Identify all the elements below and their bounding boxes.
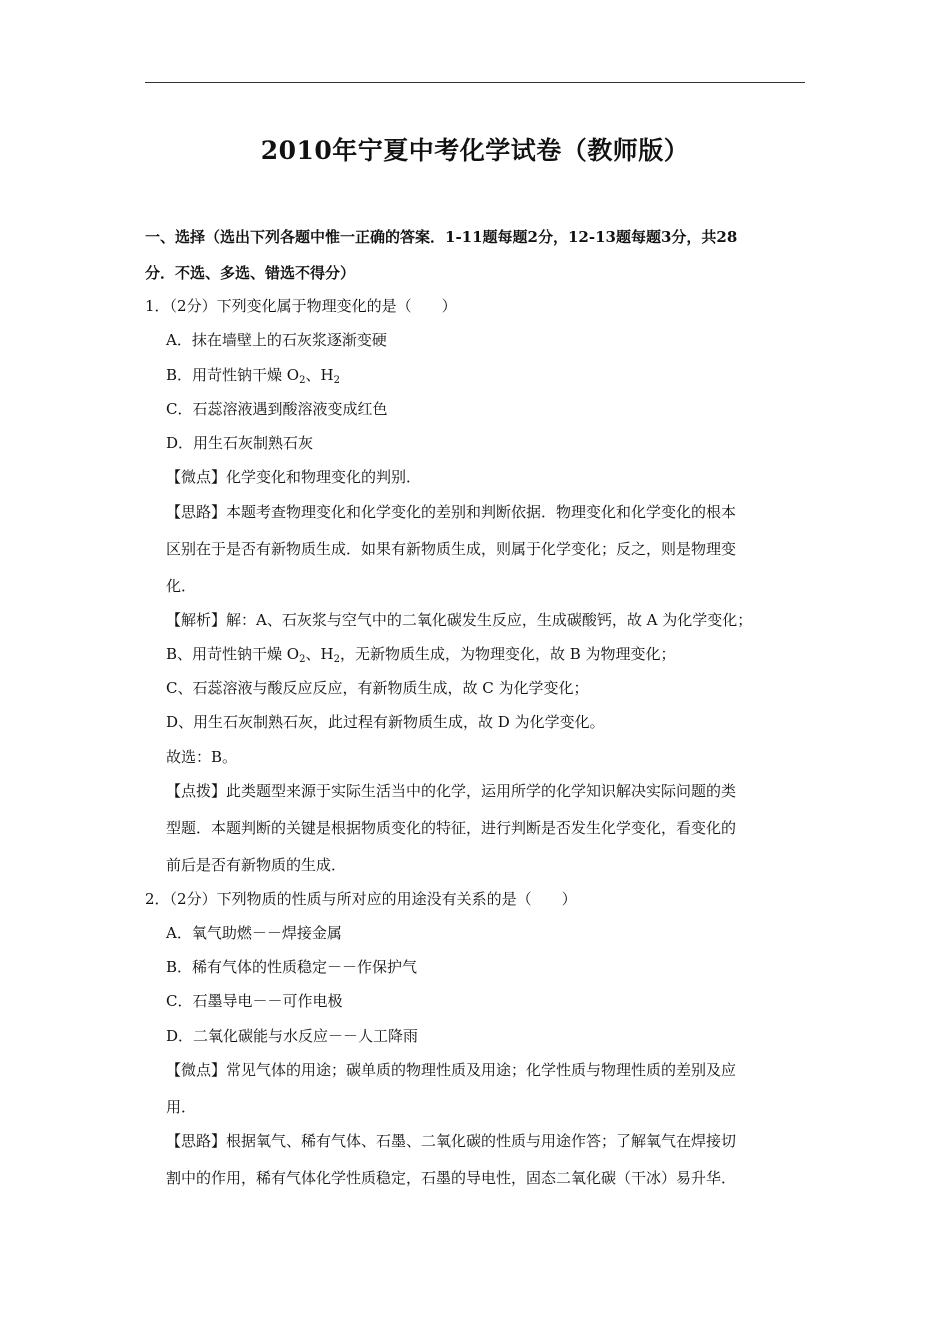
- q1-analysis-line1: 【解析】解：A、石灰浆与空气中的二氧化碳发生反应，生成碳酸钙，故 A 为化学变化；: [166, 611, 753, 629]
- q1-thinking-line3: 化．: [166, 577, 197, 595]
- q1-analysis-line3: C、石蕊溶液与酸反应反应，有新物质生成，故 C 为化学变化；: [166, 679, 589, 697]
- page-title: 2010年宁夏中考化学试卷（教师版）: [260, 136, 690, 165]
- q1-analysis-line4: D、用生石灰制熟石灰，此过程有新物质生成，故 D 为化学变化。: [166, 713, 605, 731]
- q2-option-a: A．氧气助燃－－焊接金属: [166, 924, 342, 942]
- q1-knowledge-point: 【微点】化学变化和物理变化的判别．: [166, 468, 422, 486]
- q1-stem: 1．（2分）下列变化属于物理变化的是（ ）: [145, 297, 457, 315]
- q1-answer: 故选：B。: [166, 748, 238, 766]
- q2-knowledge-line1: 【微点】常见气体的用途；碳单质的物理性质及用途；化学性质与物理性质的差别及应: [166, 1061, 737, 1079]
- q2-thinking-line1: 【思路】根据氧气、稀有气体、石墨、二氧化碳的性质与用途作答；了解氧气在焊接切: [166, 1132, 737, 1150]
- q1-option-a: A．抹在墙壁上的石灰浆逐渐变硬: [166, 331, 387, 349]
- q1-thinking-line2: 区别在于是否有新物质生成．如果有新物质生成，则属于化学变化；反之，则是物理变: [166, 540, 737, 558]
- section-heading-line2: 分．不选、多选、错选不得分）: [145, 264, 356, 282]
- q2-option-b: B．稀有气体的性质稳定－－作保护气: [166, 958, 418, 976]
- q2-knowledge-line2: 用．: [166, 1098, 197, 1116]
- section-heading-line1: 一、选择（选出下列各题中惟一正确的答案．1-11题每题2分，12-13题每题3分，共28: [145, 228, 738, 246]
- q1-thinking-line1: 【思路】本题考查物理变化和化学变化的差别和判断依据．物理变化和化学变化的根本: [166, 503, 737, 521]
- q2-thinking-line2: 割中的作用，稀有气体化学性质稳定，石墨的导电性，固态二氧化碳（干冰）易升华．: [166, 1169, 737, 1187]
- q2-stem: 2．（2分）下列物质的性质与所对应的用途没有关系的是（ ）: [145, 890, 577, 908]
- header-rule: [145, 82, 805, 83]
- q1-option-d: D．用生石灰制熟石灰: [166, 434, 314, 452]
- q2-option-c: C．石墨导电－－可作电极: [166, 992, 343, 1010]
- q1-tip-line2: 型题．本题判断的关键是根据物质变化的特征，进行判断是否发生化学变化，看变化的: [166, 819, 737, 837]
- q2-option-d: D．二氧化碳能与水反应－－人工降雨: [166, 1027, 419, 1045]
- q1-analysis-line2: B、用苛性钠干燥 $O_2$、$H_2$，无新物质生成，为物理变化，故 B 为物理变化；: [166, 645, 676, 665]
- q1-tip-line3: 前后是否有新物质的生成．: [166, 856, 347, 874]
- q1-tip-line1: 【点拨】此类题型来源于实际生活当中的化学，运用所学的化学知识解决实际问题的类: [166, 782, 737, 800]
- q1-option-c: C．石蕊溶液遇到酸溶液变成红色: [166, 400, 388, 418]
- q1-option-b: B．用苛性钠干燥 $O_2$、$H_2$: [166, 366, 340, 386]
